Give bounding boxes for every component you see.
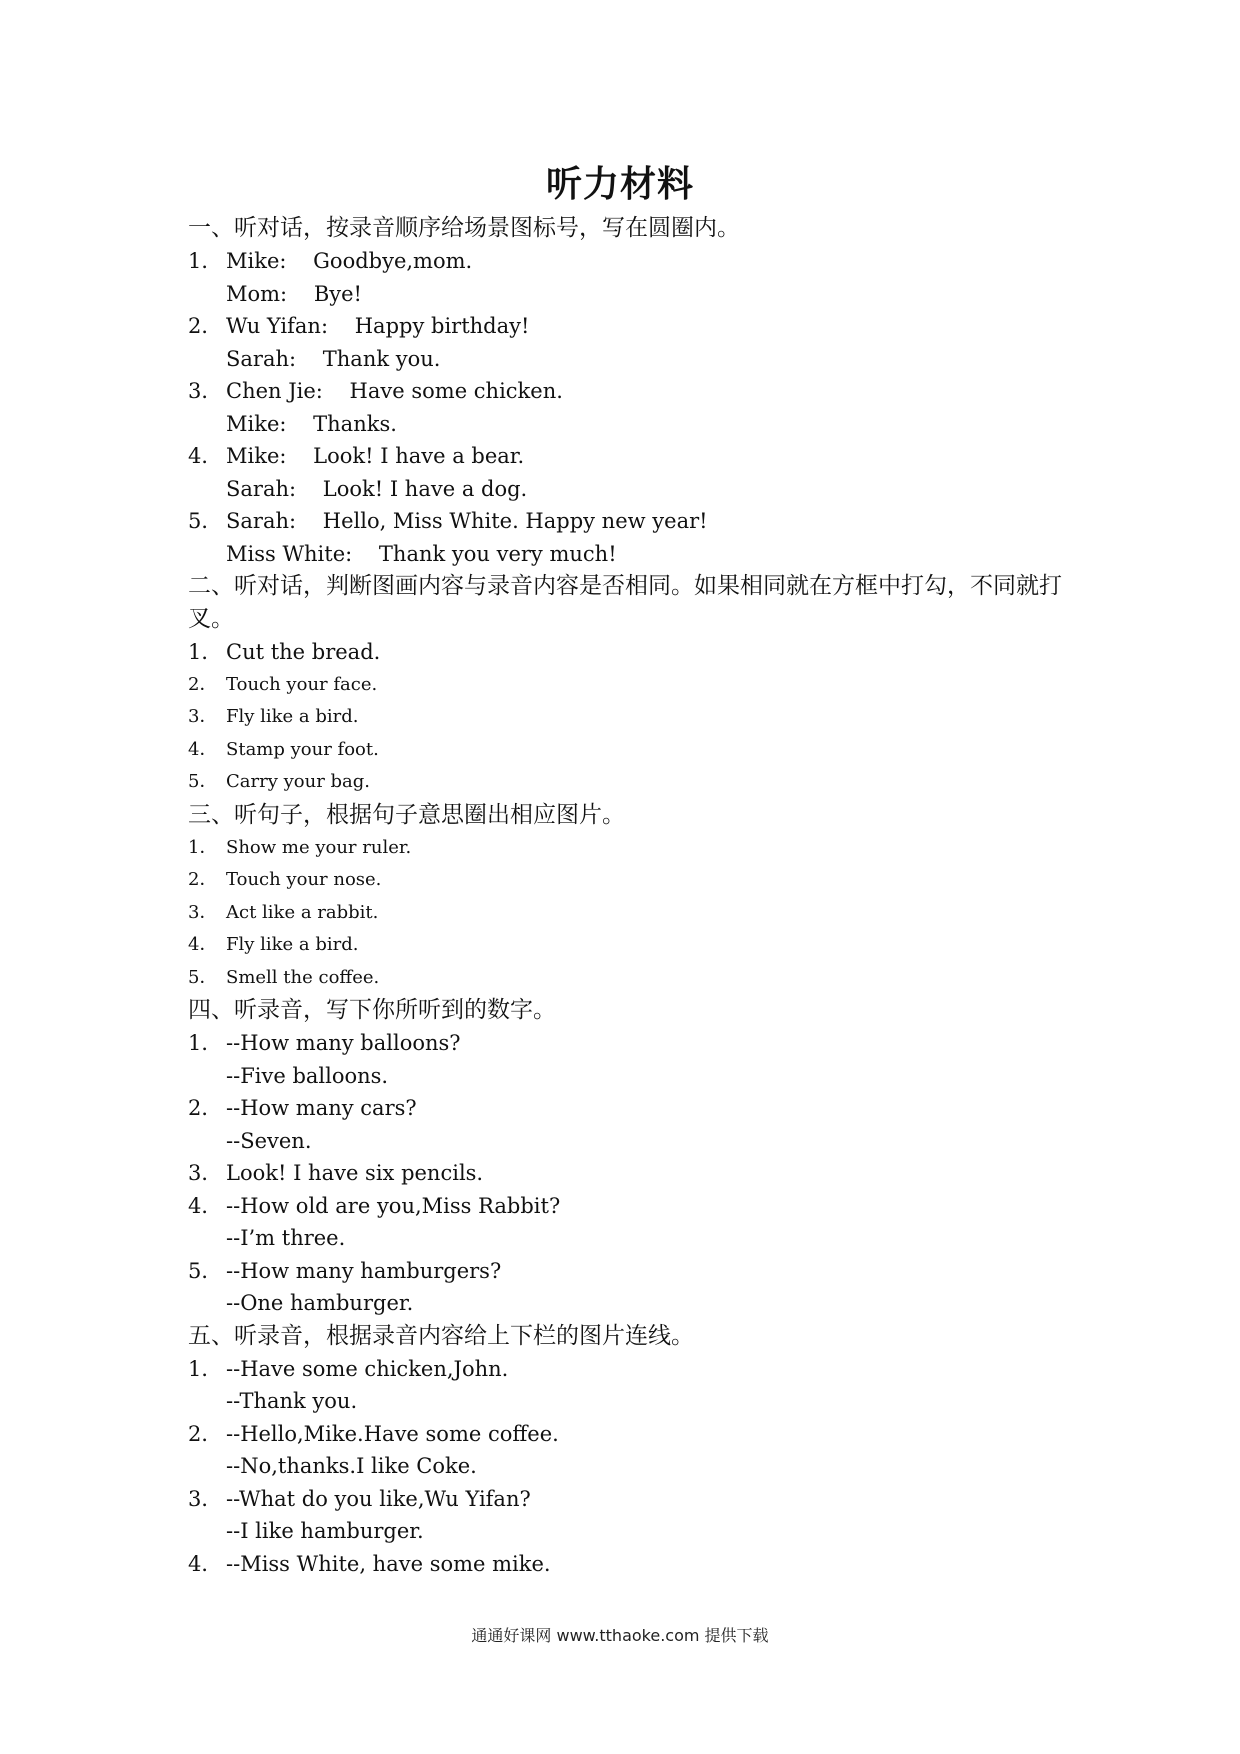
dialogue-line: --How many cars? xyxy=(226,1096,417,1120)
item-number: 4． xyxy=(188,738,218,760)
sentence-line: Fly like a bird. xyxy=(226,706,359,727)
list-item xyxy=(188,1190,1068,1255)
dialogue-line: --Five balloons. xyxy=(226,1063,389,1088)
list-item xyxy=(188,1548,1068,1581)
dialogue-line: --Miss White, have some mike. xyxy=(226,1551,551,1576)
dialogue-line: Wu Yifan: Happy birthday! xyxy=(226,314,530,338)
dialogue-line: --What do you like,Wu Yifan? xyxy=(226,1486,531,1511)
dialogue-line: Mike: Look! I have a bear. xyxy=(226,444,525,468)
item-number: 5． xyxy=(188,966,218,988)
list-item xyxy=(188,897,1068,930)
dialogue-line: --I like hamburger. xyxy=(226,1519,424,1543)
dialogue-line: Mike: Goodbye,mom. xyxy=(226,249,473,273)
sentence-line: Stamp your foot. xyxy=(226,738,379,760)
list-item xyxy=(188,766,1068,799)
section-heading: 一、听对话，按录音顺序给场景图标号，写在圆圈内。 xyxy=(188,215,740,241)
dialogue-line: --How many hamburgers? xyxy=(226,1258,502,1283)
list-item xyxy=(188,669,1068,702)
document-page xyxy=(188,160,1068,1580)
item-number: 1． xyxy=(188,836,218,858)
sentence-line: Carry your bag. xyxy=(226,771,371,792)
dialogue-line: --How old are you,Miss Rabbit? xyxy=(226,1193,561,1218)
sentence-line: Fly like a bird. xyxy=(226,934,359,955)
list-item xyxy=(188,375,1068,440)
dialogue-line: Mom: Bye! xyxy=(226,281,362,306)
list-item xyxy=(188,245,1068,310)
list-item xyxy=(188,1353,1068,1418)
item-number: 2． xyxy=(188,1096,223,1120)
list-item xyxy=(188,832,1068,865)
list-item xyxy=(188,734,1068,767)
dialogue-line: --No,thanks.I like Coke. xyxy=(226,1454,477,1478)
item-number: 4． xyxy=(188,1551,223,1576)
item-number: 2． xyxy=(188,673,218,695)
dialogue-line: --Seven. xyxy=(226,1128,312,1153)
item-number: 3． xyxy=(188,901,218,923)
dialogue-line: Sarah: Hello, Miss White. Happy new year! xyxy=(226,509,708,533)
document-title: 听力材料 xyxy=(545,163,694,205)
dialogue-line: --I’m three. xyxy=(226,1226,346,1250)
list-item xyxy=(188,440,1068,505)
section-heading: 二、听对话，判断图画内容与录音内容是否相同。如果相同就在方框中打勾，不同就打叉。 xyxy=(188,573,1062,632)
list-item xyxy=(188,636,1068,669)
sentence-line: Smell the coffee. xyxy=(226,966,380,988)
list-item xyxy=(188,1418,1068,1483)
item-number: 2． xyxy=(188,869,218,890)
list-item xyxy=(188,1092,1068,1157)
sentence-line: Act like a rabbit. xyxy=(226,901,379,923)
item-number: 2． xyxy=(188,314,223,338)
item-number: 1． xyxy=(188,1031,223,1055)
list-item xyxy=(188,701,1068,734)
list-item xyxy=(188,1157,1068,1190)
sentence-line: Cut the bread. xyxy=(226,640,381,664)
dialogue-line: Sarah: Look! I have a dog. xyxy=(226,476,528,501)
dialogue-line: --How many balloons? xyxy=(226,1031,461,1055)
page-footer: 通通好课网 www.tthaoke.com 提供下载 xyxy=(471,1626,769,1645)
item-number: 3． xyxy=(188,1486,223,1511)
sentence-line: Show me your ruler. xyxy=(226,836,412,858)
item-number: 5． xyxy=(188,1258,223,1283)
section-heading: 三、听句子，根据句子意思圈出相应图片。 xyxy=(188,801,625,828)
item-number: 5． xyxy=(188,509,223,533)
section-2 xyxy=(188,570,1068,799)
section-heading: 四、听录音，写下你所听到的数字。 xyxy=(188,997,556,1023)
list-item xyxy=(188,864,1068,897)
section-1 xyxy=(188,212,1068,570)
sentence-line: Touch your face. xyxy=(226,673,378,695)
list-item xyxy=(188,1483,1068,1548)
item-number: 1． xyxy=(188,249,223,273)
sentence-line: Touch your nose. xyxy=(226,869,382,890)
list-item xyxy=(188,310,1068,375)
item-number: 4． xyxy=(188,1193,223,1218)
list-item xyxy=(188,962,1068,995)
item-number: 3． xyxy=(188,706,218,727)
list-item xyxy=(188,1027,1068,1092)
item-number: 4． xyxy=(188,444,223,468)
section-heading: 五、听录音，根据录音内容给上下栏的图片连线。 xyxy=(188,1322,694,1349)
dialogue-line: --Hello,Mike.Have some coffee. xyxy=(226,1421,559,1446)
list-item xyxy=(188,929,1068,962)
dialogue-line: --Have some chicken,John. xyxy=(226,1356,509,1381)
item-number: 1． xyxy=(188,640,223,664)
item-number: 1． xyxy=(188,1356,223,1381)
item-number: 2． xyxy=(188,1421,223,1446)
item-number: 3． xyxy=(188,1161,223,1185)
section-5 xyxy=(188,1320,1068,1581)
dialogue-line: Chen Jie: Have some chicken. xyxy=(226,379,563,403)
dialogue-line: Mike: Thanks. xyxy=(226,411,397,436)
dialogue-line: Sarah: Thank you. xyxy=(226,346,441,371)
dialogue-line: --Thank you. xyxy=(226,1389,358,1413)
dialogue-line: Look! I have six pencils. xyxy=(226,1161,484,1185)
dialogue-line: Miss White: Thank you very much! xyxy=(226,541,617,566)
section-4 xyxy=(188,994,1068,1320)
item-number: 3． xyxy=(188,379,223,403)
section-3 xyxy=(188,799,1068,995)
dialogue-line: --One hamburger. xyxy=(226,1291,414,1315)
item-number: 4． xyxy=(188,934,218,955)
list-item xyxy=(188,1255,1068,1320)
item-number: 5． xyxy=(188,771,218,792)
list-item xyxy=(188,505,1068,570)
